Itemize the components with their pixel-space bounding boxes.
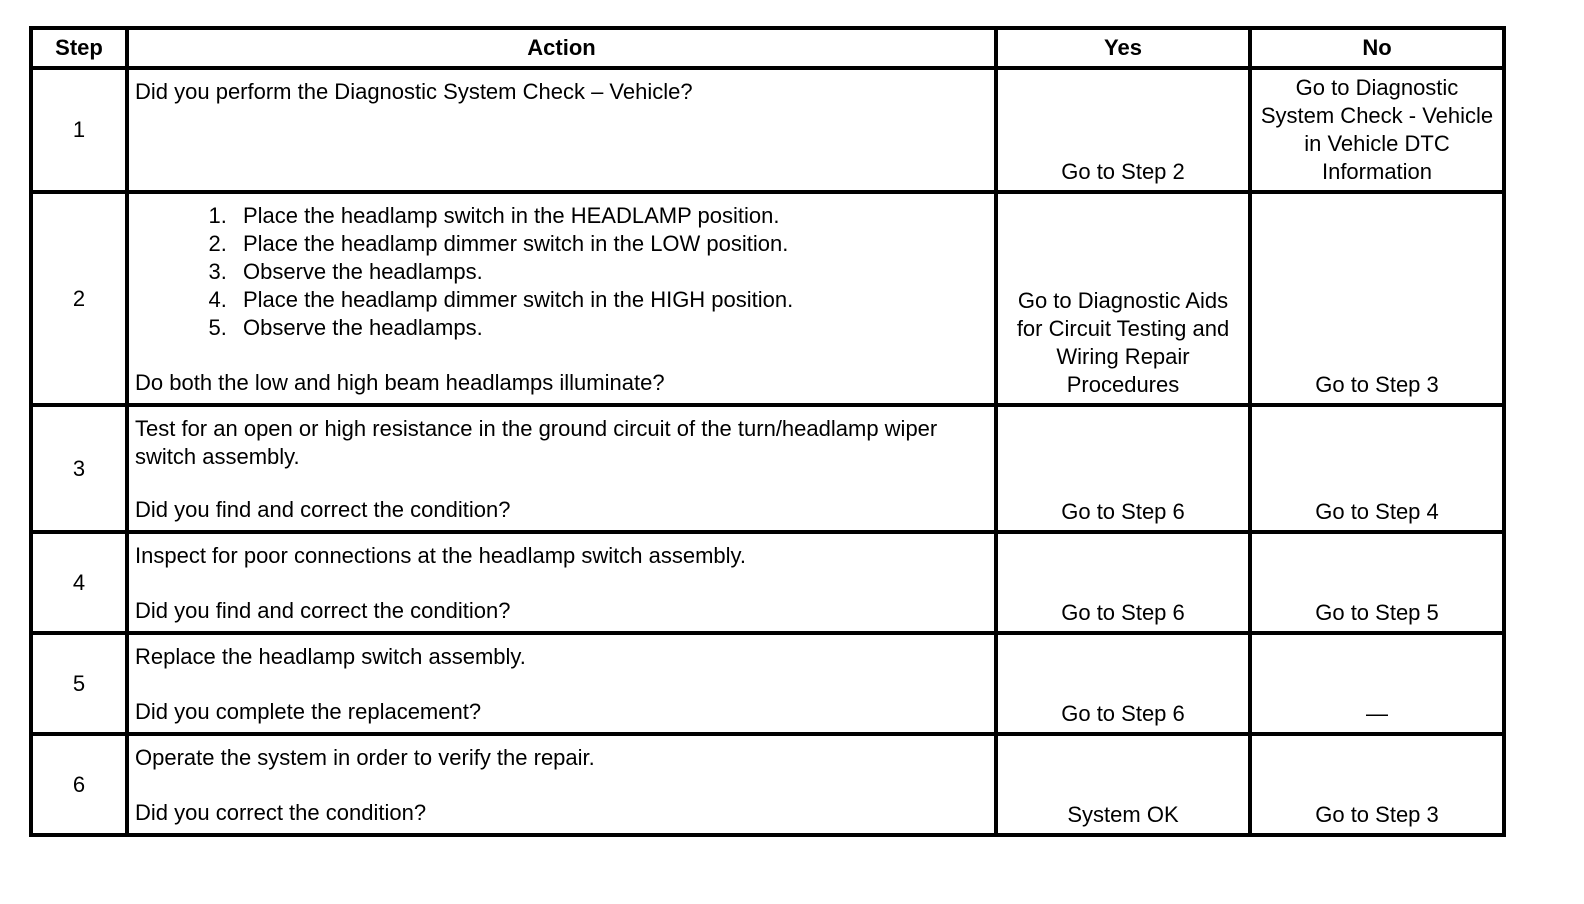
yes-cell: Go to Step 6 [996,405,1250,532]
action-question: Did you find and correct the condition? [135,497,511,522]
step-number: 6 [31,734,127,835]
step-number: 4 [31,532,127,633]
diagnostic-table [29,26,1506,837]
action-question: Do both the low and high beam headlamps illuminate? [135,370,665,395]
table-row [31,532,1504,633]
action-content [135,202,988,397]
action-content [135,542,988,625]
no-cell: Go to Step 3 [1250,192,1504,405]
action-cell [127,633,996,734]
header-row [31,28,1504,68]
table-row [31,734,1504,835]
header-no: No [1250,28,1504,68]
procedure-list [135,202,988,342]
step-number: 3 [31,405,127,532]
no-cell: Go to Step 3 [1250,734,1504,835]
yes-cell: Go to Diagnostic Aids for Circuit Testing and Wiring Repair Procedures [996,192,1250,405]
no-cell: Go to Diagnostic System Check - Vehicle in Vehicle DTC Information [1250,68,1504,192]
list-item: 1. Place the headlamp switch in the HEADLAMP position. [233,202,988,230]
action-text: Test for an open or high resistance in the ground circuit of the turn/headlamp wiper switch assembly. [135,416,938,469]
action-content [135,744,988,827]
action-cell [127,532,996,633]
list-item: 2. Place the headlamp dimmer switch in the LOW position. [233,230,988,258]
yes-cell: System OK [996,734,1250,835]
yes-cell: Go to Step 6 [996,532,1250,633]
action-content [135,415,988,524]
no-cell: Go to Step 4 [1250,405,1504,532]
action-cell [127,192,996,405]
action-text: Inspect for poor connections at the headlamp switch assembly. [135,543,747,568]
no-cell: — [1250,633,1504,734]
action-question: Did you complete the replacement? [135,699,482,724]
action-cell [127,405,996,532]
table-row [31,192,1504,405]
action-content [135,643,988,726]
yes-cell: Go to Step 6 [996,633,1250,734]
yes-cell: Go to Step 2 [996,68,1250,192]
action-cell [127,68,996,192]
action-question: Did you find and correct the condition? [135,598,511,623]
header-action: Action [127,28,996,68]
action-text: Did you perform the Diagnostic System Check – Vehicle? [135,79,693,104]
no-cell: Go to Step 5 [1250,532,1504,633]
action-text: Operate the system in order to verify the repair. [135,745,595,770]
step-number: 2 [31,192,127,405]
action-question: Did you correct the condition? [135,800,427,825]
table-row [31,633,1504,734]
table-row [31,405,1504,532]
action-text: Replace the headlamp switch assembly. [135,644,526,669]
action-cell [127,734,996,835]
header-step: Step [31,28,127,68]
list-item: 4. Place the headlamp dimmer switch in the HIGH position. [233,286,988,314]
list-item: 3. Observe the headlamps. [233,258,988,286]
header-yes: Yes [996,28,1250,68]
step-number: 1 [31,68,127,192]
table-row [31,68,1504,192]
step-number: 5 [31,633,127,734]
list-item: 5. Observe the headlamps. [233,314,988,342]
